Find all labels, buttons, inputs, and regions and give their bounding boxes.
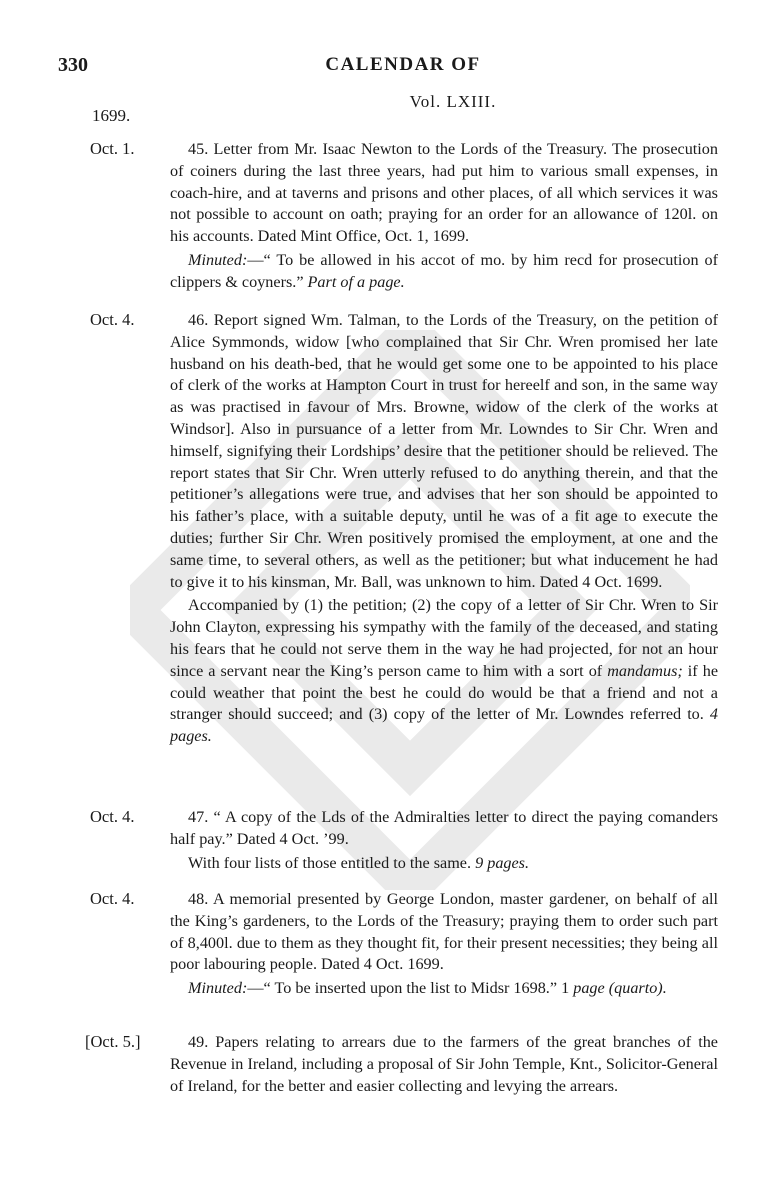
entry-paragraph: 49. Papers relating to arrears due to the farmers of the great branches of the Revenue in Ireland, including a proposal of Sir John Temple, Knt., Solicitor-General of Ireland, for the better and easier collecting and levying the arrears. — [170, 1033, 718, 1095]
running-title: CALENDAR OF — [325, 54, 481, 75]
entry-paragraph: 45. Letter from Mr. Isaac Newton to the Lords of the Treasury. The prosecution of coiners during the last three years, had put him to various small expenses, in coach-hire, and at taverns and prisons and other places, of all which services it was not possible to account on oath; praying for an order for an allowance of 120l. on his accounts. Dated Mint Office, Oct. 1, 1699. — [170, 140, 718, 246]
continuation-text: With four lists of those entitled to the same. — [188, 853, 472, 872]
entry-continuation — [170, 853, 718, 875]
entry-minute — [170, 978, 718, 1000]
page-count-number: 1 — [561, 979, 570, 998]
page-header — [58, 54, 718, 82]
entry-paragraph: 46. Report signed Wm. Talman, to the Lords of the Treasury, on the petition of Alice Symmonds, widow [who complained that Sir Chr. Wren promised her late husband on his death-bed, that he would get some one to be appointed to his place of clerk of the works at Hampton Court in trust for hereelf and son, in the same way as was practised in favour of Mrs. Browne, widow of the clerk of the works at Windsor]. Also in pursuance of a letter from Mr. Lowndes to Sir Chr. Wren and himself, signifying their Lordships’ desire that the petitioner should be relieved. The report states that Sir Chr. Wren utterly refused to do anything therein, and that the petitioner’s allegations were true, and advises that her son should be appointed to his father’s place, with a suitable deputy, until he was of a fit age to execute the duties; further Sir Chr. Wren positively promised the employment, at one and the same time, to several others, as well as the petitioner; but what inducement he had to give it to his kinsman, Mr. Ball, was unknown to him. Dated 4 Oct. 1699. — [170, 311, 718, 591]
entry-date: Oct. 4. — [90, 889, 135, 908]
entry-48 — [170, 889, 718, 1000]
entry-minute — [170, 250, 718, 294]
entry-45 — [170, 139, 718, 294]
year-label: 1699. — [92, 106, 131, 125]
minuted-text: —“ To be allowed in his accot of mo. by him recd for prosecution of clippers & coyners.” — [170, 250, 718, 291]
minuted-label: Minuted: — [188, 979, 248, 998]
italic-word: mandamus; — [607, 661, 683, 680]
minuted-text: —“ To be inserted upon the list to Midsr 1698.” — [247, 979, 558, 998]
volume-heading: Vol. LXIII. — [409, 92, 497, 111]
entry-date: Oct. 1. — [90, 139, 135, 158]
accompanied-tail: if he could weather that point the best he could do would be that a friend and not a stranger should succeed; and (3) copy of the letter of Mr. Lowndes referred to. — [170, 661, 719, 724]
minuted-label: Minuted: — [188, 250, 248, 269]
entry-date: Oct. 4. — [90, 807, 135, 826]
entry-paragraph: 48. A memorial presented by George London, master gardener, on behalf of all the King’s gardeners, to the Lords of the Treasury; praying them to order such part of 8,400l. due to them as they thought fit, for their present necessities; they being all poor labouring people. Dated 4 Oct. 1699. — [170, 890, 718, 974]
page-count: 4 pages. — [170, 705, 718, 746]
page-count: Part of a page. — [307, 272, 405, 291]
entry-49 — [170, 1032, 718, 1097]
page-count: page (quarto). — [573, 979, 667, 998]
entry-date: [Oct. 5.] — [85, 1032, 141, 1051]
accompanied-text: Accompanied by (1) the petition; (2) the copy of a letter of Sir Chr. Wren to Sir John Clayton, expressing his sympathy with the family of the deceased, and stating his fears that he could not serve them in the way he had projected, for not an hour since a servant near the King’s person came to him with a sort of — [170, 596, 718, 680]
entry-paragraph: 47. “ A copy of the Lds of the Admiralties letter to direct the paying comanders half pay.” Dated 4 Oct. ’99. — [170, 808, 718, 848]
entry-47 — [170, 807, 718, 874]
entry-paragraph-accompanied — [170, 595, 718, 748]
entry-46 — [170, 310, 718, 748]
page-number: 330 — [58, 54, 88, 76]
entry-date: Oct. 4. — [90, 310, 135, 329]
page-count: 9 pages. — [475, 853, 530, 872]
